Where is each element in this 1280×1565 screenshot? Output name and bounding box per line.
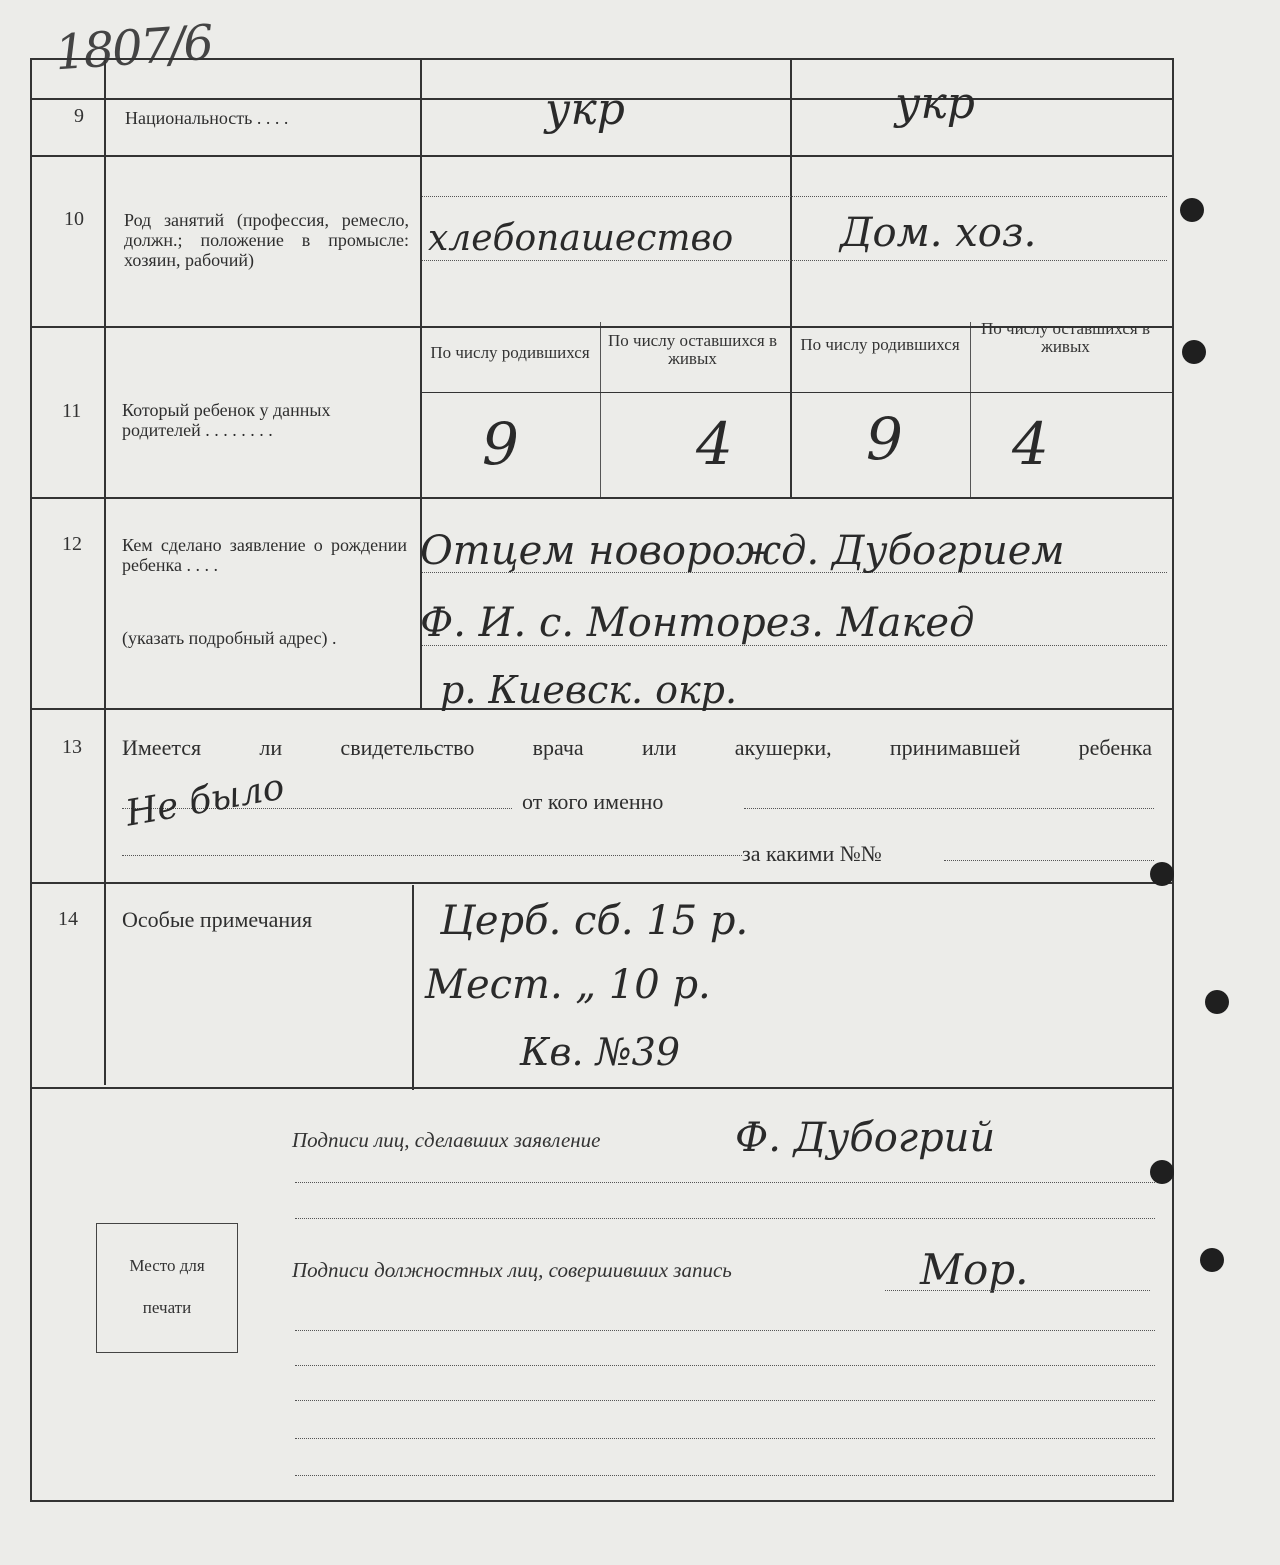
dotted-line [295, 1438, 1155, 1439]
applicants-signature-label: Подписи лиц, сделавших заявление [292, 1128, 601, 1152]
dotted-line [944, 860, 1154, 861]
row11-subhead-line [420, 392, 1172, 393]
row-number-14: 14 [58, 908, 78, 930]
binding-hole [1150, 1160, 1174, 1184]
dotted-line [422, 196, 1167, 197]
declarant-line-2: Ф. И. с. Монторез. Макед [420, 600, 975, 646]
binding-hole [1150, 862, 1174, 886]
from-whom-label: от кого именно [522, 789, 664, 814]
row-label-address: (указать подробный адрес) . [122, 628, 337, 648]
label-column-divider-14 [412, 885, 414, 1090]
declarant-line-3: р. Киевск. окр. [440, 668, 738, 712]
father-occupation: хлебопашество [428, 218, 734, 259]
dotted-line [295, 1182, 1155, 1183]
binding-hole [1200, 1248, 1224, 1272]
stamp-label-line-1: Место для [129, 1256, 205, 1275]
mother-children-born: 9 [866, 405, 903, 473]
row-number-13: 13 [62, 736, 82, 758]
mother-occupation: Дом. хоз. [840, 210, 1037, 256]
corner-handwritten-note: 1807/6 [53, 14, 214, 82]
dotted-line [295, 1475, 1155, 1476]
which-numbers-label: за какими №№ [742, 841, 882, 866]
remarks-line-2: Мест. „ 10 р. [425, 962, 711, 1008]
remarks-line-1: Церб. сб. 15 р. [440, 898, 749, 944]
dotted-line [295, 1400, 1155, 1401]
row-label-child-order: Который ребенок у данных родителей . . . . . . . . [122, 400, 331, 440]
stamp-label-line-2: печати [142, 1298, 192, 1317]
row-label-remarks: Особые примечания [122, 907, 313, 932]
row-number-12: 12 [62, 533, 82, 555]
father-children-born: 9 [482, 410, 519, 478]
row-label-declarant: Кем сделано заявление о рождении ребенка . . . . [122, 535, 407, 575]
binding-hole [1182, 340, 1206, 364]
stamp-placeholder-box [96, 1223, 238, 1353]
dotted-line [422, 260, 1167, 261]
dotted-line [295, 1365, 1155, 1366]
applicants-signature: Ф. Дубогрий [735, 1115, 996, 1161]
row-number-10: 10 [64, 208, 84, 230]
subhead-mother-born: По числу родившихся [800, 335, 960, 354]
father-mother-divider [790, 60, 792, 497]
row-label-certificate: Имеется ли свидетельство врача или акушерки, принимавшей ребенка [122, 735, 1152, 760]
officials-signature: Мор. [920, 1245, 1029, 1294]
row-number-9: 9 [74, 105, 84, 127]
dotted-line [744, 808, 1154, 809]
binding-hole [1180, 198, 1204, 222]
officials-signature-label: Подписи должностных лиц, совершивших запись [292, 1258, 732, 1282]
father-nationality: укр [545, 84, 625, 135]
row-border-11-12 [32, 497, 1172, 499]
row-border-9-10b [32, 155, 1172, 157]
subhead-father-alive: По числу оставшихся в живых [608, 331, 777, 368]
subhead-father-born: По числу родившихся [430, 343, 590, 362]
remarks-line-3: Кв. №39 [520, 1030, 680, 1074]
number-column-divider [104, 60, 106, 1085]
dotted-line [122, 855, 742, 856]
subhead-mother-alive: По числу оставшихся в живых [981, 319, 1150, 356]
row-label-nationality: Национальность . . . . [125, 108, 289, 128]
row11-sub-divider-2 [970, 322, 971, 497]
certificate-handwritten-answer: Не было [122, 766, 288, 835]
row11-sub-divider-1 [600, 322, 601, 497]
mother-nationality: укр [895, 78, 975, 129]
declarant-line-1: Отцем новорожд. Дубогрием [420, 528, 1065, 574]
mother-children-alive: 4 [1012, 410, 1049, 478]
row-border-14-sign [32, 1087, 1172, 1089]
dotted-line [295, 1218, 1155, 1219]
dotted-line [885, 1290, 1150, 1291]
row-border-13-14 [32, 882, 1172, 884]
binding-hole [1205, 990, 1229, 1014]
row-number-11: 11 [62, 400, 82, 422]
row-label-occupation: Род занятий (профессия, ремесло, должн.; положение в промысле: хозяин, рабочий) [124, 210, 409, 270]
father-children-alive: 4 [696, 410, 733, 478]
dotted-line [295, 1330, 1155, 1331]
